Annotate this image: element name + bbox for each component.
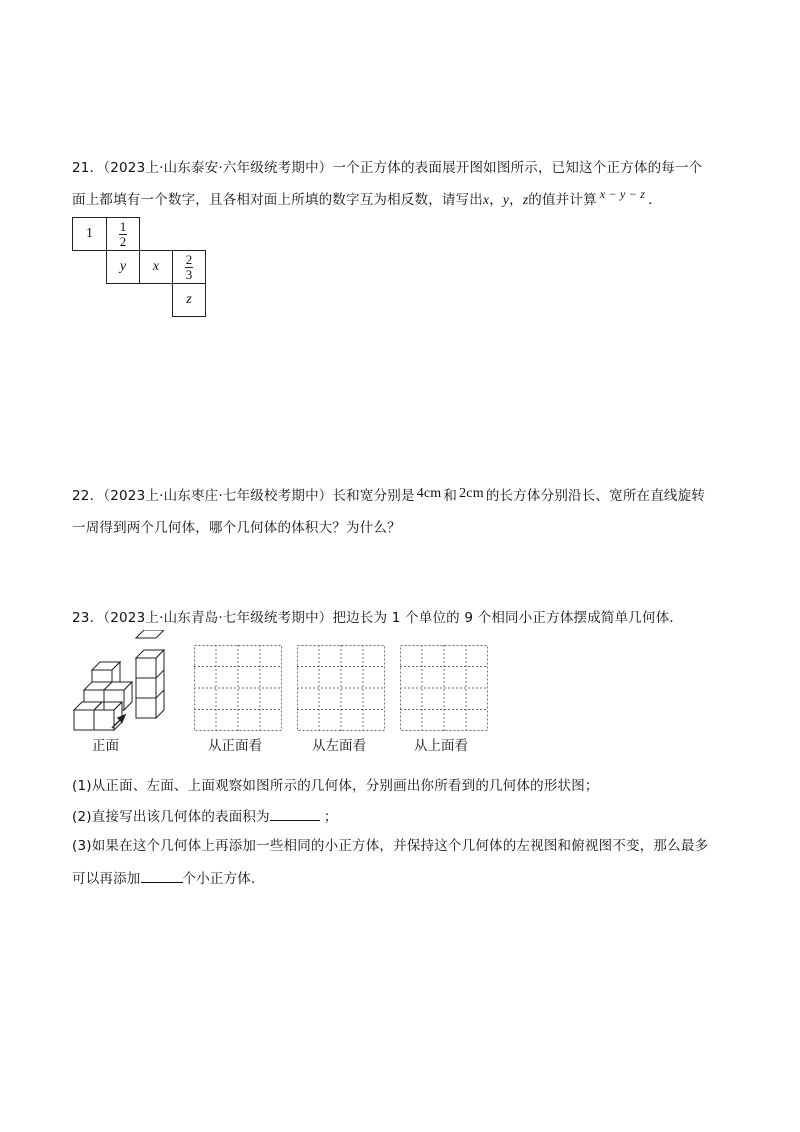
q23-part1 (72, 776, 599, 796)
q21-number: 21． (72, 160, 104, 176)
q22-width: 2cm (459, 486, 484, 501)
q21-text-line2b: 的值并计算 (528, 192, 597, 208)
q22-text-line2: 一周得到两个几何体，哪个几何体的体积大？为什么？ (72, 520, 401, 536)
net-cell-y-value: y (119, 259, 127, 274)
net-cell-z (172, 283, 206, 317)
fraction-one-half (119, 220, 128, 249)
caption-view-left: 从左面看 (312, 738, 366, 754)
q21-sep1: ， (489, 192, 503, 208)
fraction-half-denominator: 2 (119, 233, 127, 249)
q23-part3-line2 (72, 868, 265, 889)
q23-text-line1: 把边长为 1 个单位的 9 个相同小正方体摆成简单几何体． (332, 610, 684, 626)
q22-text-a: 长和宽分别是 (332, 488, 415, 504)
q23-part2-text-b: ； (323, 809, 338, 825)
q21-var-z: z (522, 192, 529, 207)
answer-blank-max-cubes[interactable] (141, 868, 183, 883)
q23-part3-text-line1: (3)如果在这个几何体上再添加一些相同的小正方体，并保持这个几何体的左视图和俯视图不变，那么最多 (72, 838, 709, 854)
q21-expression: x − y − z (599, 187, 646, 201)
q23-part1-text: (1)从正面、左面、上面观察如图所示的几何体，分别画出你所看到的几何体的形状图； (72, 778, 599, 794)
q21-line1 (72, 158, 702, 178)
caption-view-front: 从正面看 (208, 738, 262, 754)
q23-part2-text-a: (2)直接写出该几何体的表面积为 (72, 809, 270, 825)
net-cell-z-value: z (186, 292, 192, 307)
q21-var-x: x (483, 192, 490, 207)
fraction-two-thirds-numerator: 2 (185, 251, 193, 267)
fraction-half-numerator: 1 (119, 218, 127, 234)
view-grid-left (297, 645, 385, 731)
q21-source: （2023上·山东泰安·六年级统考期中） (103, 160, 333, 176)
view-grid-front (194, 645, 282, 731)
net-cell-x-value: x (152, 259, 160, 274)
q21-line2 (72, 187, 662, 210)
net-cell-1 (72, 217, 107, 251)
q21-end: ． (648, 192, 662, 208)
net-cell-y (106, 250, 140, 284)
answer-blank-surface-area[interactable] (270, 806, 320, 821)
q22-source: （2023上·山东枣庄·七年级校考期中） (103, 488, 333, 504)
q22-and: 和 (443, 488, 458, 504)
q23-part2 (72, 806, 338, 827)
q23-number: 23． (72, 610, 104, 626)
q22-text-b: 的长方体分别沿长、宽所在直线旋转 (485, 488, 706, 504)
caption-front: 正面 (92, 738, 119, 754)
q21-text-line2a: 面上都填有一个数字，且各相对面上所填的数字互为相反数，请写出 (72, 192, 483, 208)
q23-part3-text-b: 个小正方体． (182, 871, 265, 887)
q23-source: （2023上·山东青岛·七年级统考期中） (103, 610, 333, 626)
net-cell-half (106, 217, 140, 251)
cube-net-figure (72, 217, 207, 318)
q21-sep2: ， (509, 192, 523, 208)
q23-part3-text-a: 可以再添加 (72, 871, 141, 887)
q21-text-line1: 一个正方体的表面展开图如图所示，已知这个正方体的每一个 (332, 160, 703, 176)
net-cell-1-value: 1 (86, 226, 93, 241)
q23-part3-line1 (72, 836, 708, 856)
fraction-two-thirds-denominator: 3 (185, 266, 193, 282)
q22-line1 (72, 486, 705, 507)
q22-length: 4cm (416, 486, 442, 501)
q23-line1 (72, 608, 683, 628)
stacked-cubes-figure (70, 630, 170, 732)
net-cell-two-thirds (172, 250, 206, 284)
q22-number: 22． (72, 488, 104, 504)
q21-var-y: y (502, 192, 510, 207)
q22-line2 (72, 518, 401, 538)
caption-view-top: 从上面看 (414, 738, 468, 754)
view-grid-top (400, 645, 488, 731)
net-cell-x (139, 250, 173, 284)
fraction-two-thirds (185, 253, 194, 282)
